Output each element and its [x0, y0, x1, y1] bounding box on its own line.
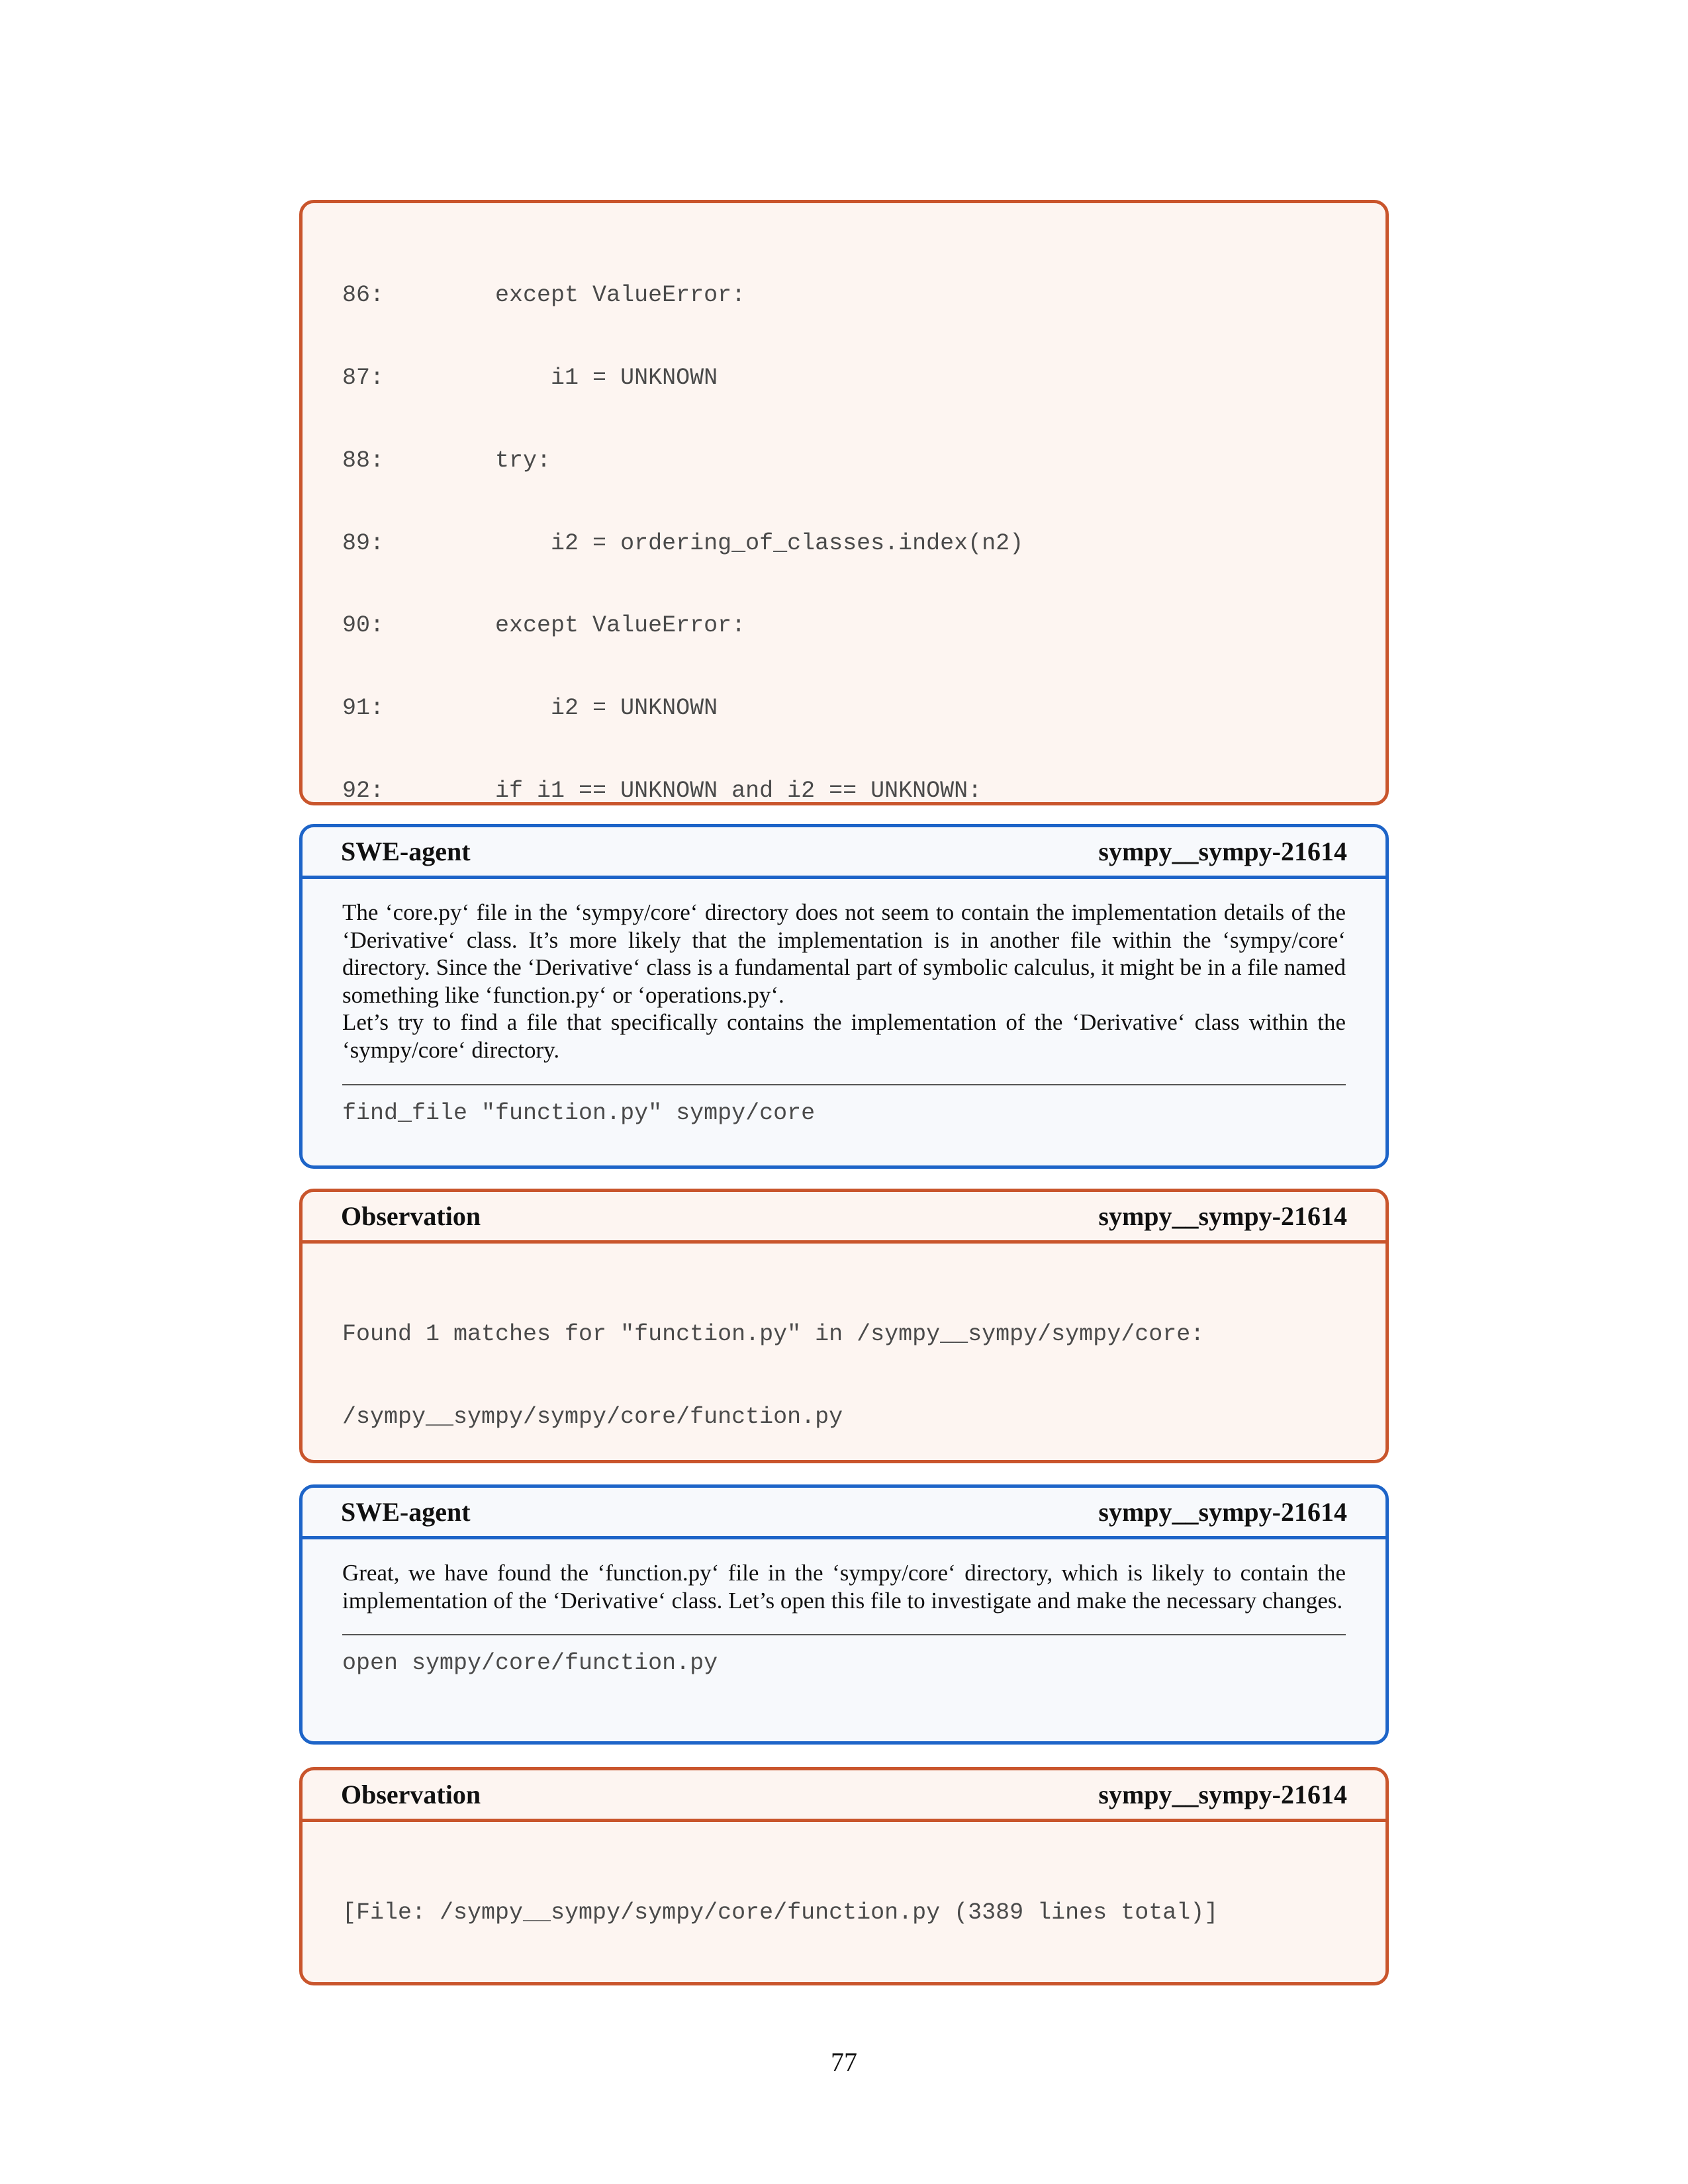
- agent-box: [299, 824, 1389, 1169]
- instance-id: sympy__sympy-21614: [1098, 1201, 1347, 1231]
- observation-output: [342, 1266, 1346, 1463]
- code-line: 86: except ValueError:: [342, 282, 746, 309]
- observation-box-header: [303, 1192, 1385, 1244]
- agent-command: find_file "function.py" sympy/core: [342, 1099, 816, 1126]
- code-line: Found 1 matches for "function.py" in /sympy__sympy/sympy/core:: [342, 1321, 1205, 1348]
- thought-paragraph: The ‘core.py‘ file in the ‘sympy/core‘ directory does not seem to contain the implementation details of the ‘Derivative‘ class. It’s more likely that the implementation is in another file within the ‘sympy/core‘ directory. Since the ‘Derivative‘ class is a fundamental part of symbolic calculus, it might be in a file named something like ‘function.py‘ or ‘operations.py‘.: [342, 899, 1346, 1008]
- agent-command: open sympy/core/function.py: [342, 1650, 718, 1677]
- instance-id: sympy__sympy-21614: [1098, 837, 1347, 866]
- code-line: [342, 1982, 1346, 1985]
- code-line: 88: try:: [342, 447, 551, 474]
- instance-id: sympy__sympy-21614: [1098, 1780, 1347, 1809]
- code-line: 91: i2 = UNKNOWN: [342, 695, 718, 722]
- thought-paragraph: Let’s try to find a file that specifically contains the implementation of the ‘Derivative‘ class within the ‘sympy/core‘ directory.: [342, 1009, 1346, 1063]
- agent-thought: [342, 899, 1346, 1064]
- agent-box: [299, 1484, 1389, 1745]
- box-title: Observation: [341, 1780, 481, 1809]
- instance-id: sympy__sympy-21614: [1098, 1497, 1347, 1527]
- observation-box-header: [303, 1770, 1385, 1822]
- box-title: SWE-agent: [341, 1497, 471, 1527]
- box-title: SWE-agent: [341, 837, 471, 866]
- thought-paragraph: Great, we have found the ‘function.py‘ file in the ‘sympy/core‘ directory, which is likely to contain the implementation of the ‘Derivative‘ class. Let’s open this file to investigate and make the necessary changes.: [342, 1560, 1346, 1614]
- code-line: 89: i2 = ordering_of_classes.index(n2): [342, 529, 1024, 557]
- divider: [342, 1084, 1346, 1085]
- code-line: 87: i1 = UNKNOWN: [342, 364, 718, 391]
- box-title: Observation: [341, 1201, 481, 1231]
- divider: [342, 1634, 1346, 1635]
- agent-thought: [342, 1559, 1346, 1614]
- page-number: 77: [831, 2047, 857, 2077]
- observation-output: [342, 1844, 1346, 1985]
- observation-box: [299, 1767, 1389, 1985]
- observation-output: [342, 227, 1346, 805]
- observation-box-continued: [299, 200, 1389, 805]
- agent-box-header: [303, 827, 1385, 879]
- code-line: /sympy__sympy/sympy/core/function.py: [342, 1403, 843, 1430]
- observation-box: [299, 1189, 1389, 1463]
- code-line: 92: if i1 == UNKNOWN and i2 == UNKNOWN:: [342, 777, 982, 804]
- code-line: 90: except ValueError:: [342, 612, 746, 639]
- agent-box-header: [303, 1488, 1385, 1539]
- code-line: [File: /sympy__sympy/sympy/core/function.py (3389 lines total)]: [342, 1899, 1219, 1927]
